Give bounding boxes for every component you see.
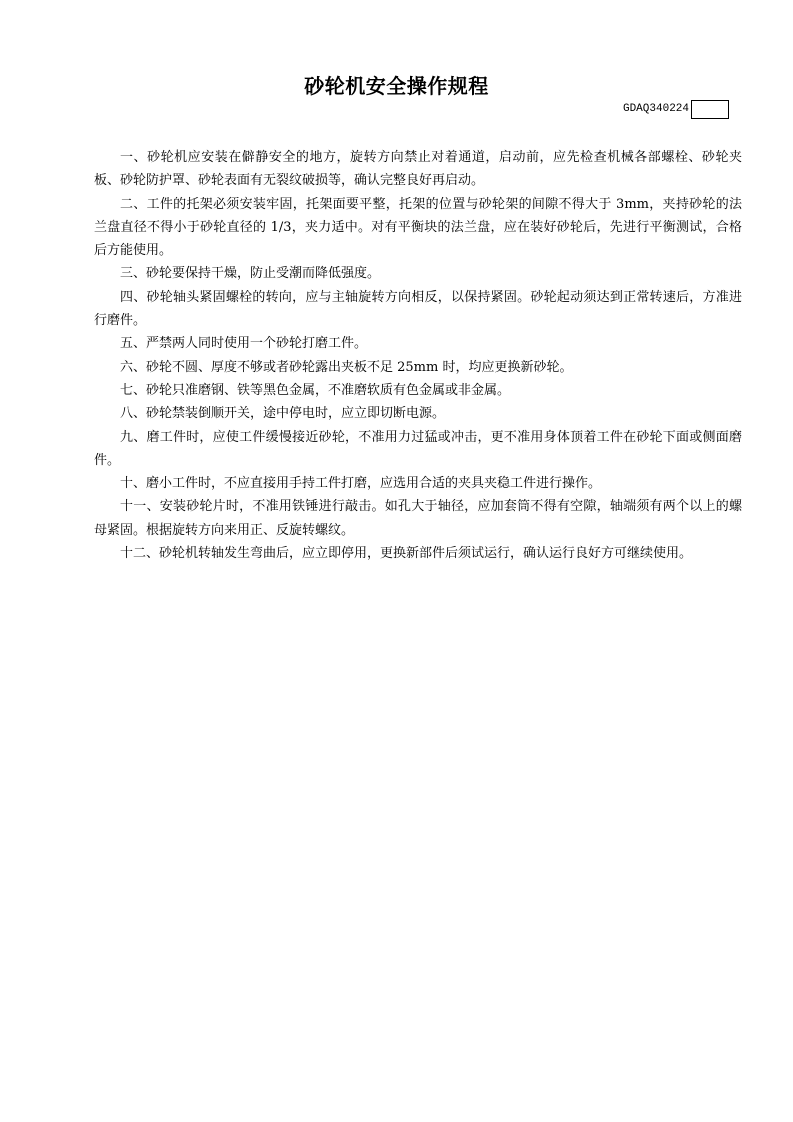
paragraph: 五、严禁两人同时使用一个砂轮打磨工件。 xyxy=(120,336,368,352)
document-code: GDAQ340224 xyxy=(622,103,689,115)
paragraph: 十、磨小工件时，不应直接用手持工件打磨，应选用合适的夹具夹稳工件进行操作。 xyxy=(120,476,602,492)
document-code-row xyxy=(623,100,729,118)
paragraph: 六、砂轮不圆、厚度不够或者砂轮露出夹板不足 25mm 时，均应更换新砂轮。 xyxy=(120,359,573,375)
paragraph: 十一、安装砂轮片时，不准用铁锤进行敲击。如孔大于轴径，应加套筒不得有空隙，轴端须有两个以上的螺母紧固。根据旋转方向来用正、反旋转螺纹。 xyxy=(94,499,742,538)
document-title: 砂轮机安全操作规程 xyxy=(304,74,489,98)
code-box xyxy=(691,100,729,119)
paragraph: 三、砂轮要保持干燥，防止受潮而降低强度。 xyxy=(120,266,381,282)
paragraph: 二、工件的托架必须安装牢固，托架面要平整，托架的位置与砂轮架的间隙不得大于 3mm，夹持砂轮的法兰盘直径不得小于砂轮直径的 1/3，夹力适中。对有平衡块的法兰盘，应在装好砂轮后，先进行平衡测试，合格后方能使用。 xyxy=(94,196,742,259)
paragraph: 一、砂轮机应安装在僻静安全的地方，旋转方向禁止对着通道，启动前，应先检查机械各部螺栓、砂轮夹板、砂轮防护罩、砂轮表面有无裂纹破损等，确认完整良好再启动。 xyxy=(94,150,742,189)
paragraph: 十二、砂轮机转轴发生弯曲后，应立即停用，更换新部件后须试运行，确认运行良好方可继续使用。 xyxy=(120,546,693,562)
paragraph: 九、磨工件时，应使工件缓慢接近砂轮，不准用力过猛或冲击，更不准用身体顶着工件在砂轮下面或侧面磨件。 xyxy=(94,429,742,468)
paragraph: 八、砂轮禁装倒顺开关，途中停电时，应立即切断电源。 xyxy=(120,406,446,422)
paragraph: 四、砂轮轴头紧固螺栓的转向，应与主轴旋转方向相反，以保持紧固。砂轮起动须达到正常转速后，方准进行磨件。 xyxy=(94,289,742,329)
document-body xyxy=(94,146,742,565)
paragraph: 七、砂轮只准磨钢、铁等黑色金属，不准磨软质有色金属或非金属。 xyxy=(120,382,511,398)
